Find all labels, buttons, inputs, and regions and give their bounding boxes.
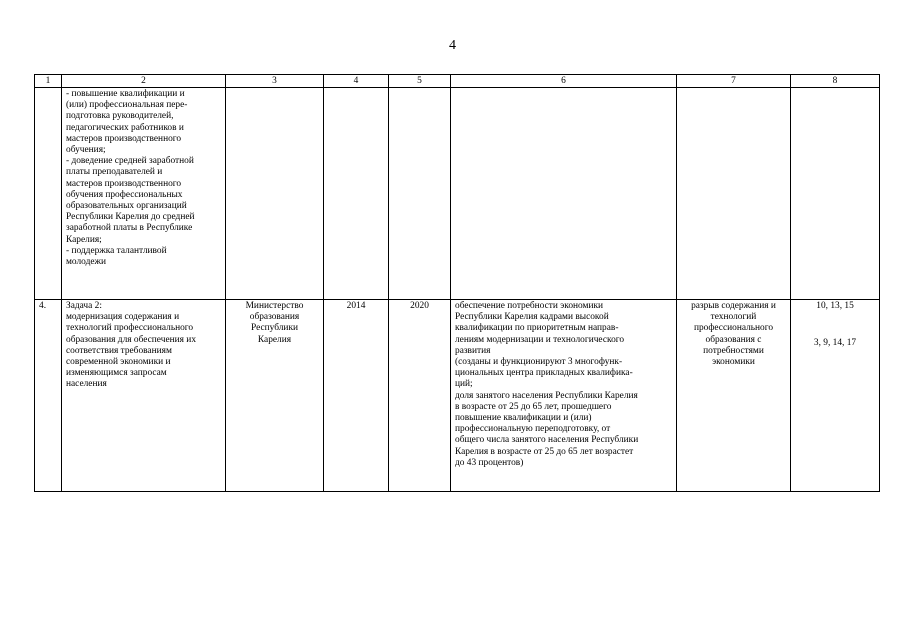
cell-indicators bbox=[791, 88, 880, 300]
header-col-8: 8 bbox=[791, 75, 880, 88]
header-col-3: 3 bbox=[226, 75, 324, 88]
cell-task-description bbox=[62, 300, 226, 492]
indicator-refs-first: 10, 13, 15 bbox=[816, 301, 854, 311]
executor-line: Республики bbox=[250, 323, 299, 334]
result-line: профессиональную переподготовку, от bbox=[455, 424, 611, 435]
activity-line: мастеров производственного bbox=[66, 178, 182, 189]
activity-line: Республики Карелия до средней bbox=[66, 212, 195, 223]
activity-line: образовательных организаций bbox=[66, 201, 187, 212]
header-col-1: 1 bbox=[35, 75, 62, 88]
problem-line: технологий bbox=[710, 312, 757, 323]
task-line: образования для обеспечения их bbox=[66, 334, 197, 345]
cell-expected-result bbox=[451, 300, 677, 492]
result-line: Карелия в возрасте от 25 до 65 лет возрастет bbox=[455, 446, 634, 457]
cell-problem bbox=[677, 300, 791, 492]
cell-indicators bbox=[791, 300, 880, 492]
header-col-6: 6 bbox=[451, 75, 677, 88]
result-line: развития bbox=[455, 345, 491, 356]
cell-number bbox=[35, 88, 62, 300]
cell-executor bbox=[226, 300, 324, 492]
result-line: квалификации по приоритетным направ- bbox=[455, 323, 619, 334]
task-line: технологий профессионального bbox=[66, 323, 194, 334]
activity-line: Карелия; bbox=[66, 234, 102, 245]
result-line: лениям модернизации и технологического bbox=[455, 334, 625, 345]
activity-line: - поддержка талантливой bbox=[66, 245, 167, 256]
result-line: циональных центра прикладных квалифика- bbox=[455, 368, 633, 379]
activity-line: обучения; bbox=[66, 145, 106, 156]
cell-start-year: 2014 bbox=[324, 300, 389, 492]
cell-activities bbox=[62, 88, 226, 300]
header-col-2: 2 bbox=[62, 75, 226, 88]
problem-line: экономики bbox=[712, 357, 755, 368]
cell-number: 4. bbox=[35, 300, 62, 492]
result-line: Республики Карелия кадрами высокой bbox=[455, 312, 609, 323]
result-line: общего числа занятого населения Республики bbox=[455, 435, 639, 446]
cell-expected-result bbox=[451, 88, 677, 300]
result-line: ций; bbox=[455, 379, 473, 390]
executor-line: Министерство bbox=[245, 301, 304, 311]
header-col-4: 4 bbox=[324, 75, 389, 88]
result-line: доля занятого населения Республики Карелия bbox=[455, 390, 638, 401]
task-line: Задача 2: bbox=[66, 301, 102, 311]
activity-line: платы преподавателей и bbox=[66, 167, 163, 178]
executor-line: образования bbox=[249, 312, 300, 323]
header-col-7: 7 bbox=[677, 75, 791, 88]
cell-end-year: 2020 bbox=[389, 300, 451, 492]
problem-line: потребностями bbox=[703, 345, 764, 356]
task-line: изменяющимся запросам bbox=[66, 368, 167, 379]
cell-executor bbox=[226, 88, 324, 300]
result-line: повышение квалификации и (или) bbox=[455, 413, 592, 424]
activity-line: подготовка руководителей, bbox=[66, 111, 174, 122]
activity-line: - повышение квалификации и bbox=[66, 89, 185, 99]
task-line: соответствия требованиям bbox=[66, 345, 172, 356]
task-line: модернизация содержания и bbox=[66, 312, 180, 323]
program-table bbox=[34, 74, 880, 492]
problem-line: образования с bbox=[705, 334, 762, 345]
task-line: современной экономики и bbox=[66, 357, 171, 368]
activity-line: (или) профессиональная пере- bbox=[66, 100, 188, 111]
header-row bbox=[35, 75, 880, 88]
cell-end-year bbox=[389, 88, 451, 300]
activity-line: - доведение средней заработной bbox=[66, 156, 194, 167]
cell-problem bbox=[677, 88, 791, 300]
result-line: до 43 процентов) bbox=[455, 457, 524, 468]
activity-line: мастеров производственного bbox=[66, 133, 182, 144]
activity-line: обучения профессиональных bbox=[66, 189, 183, 200]
header-col-5: 5 bbox=[389, 75, 451, 88]
problem-line: разрыв содержания и bbox=[691, 301, 776, 311]
problem-line: профессионального bbox=[693, 323, 774, 334]
result-line: обеспечение потребности экономики bbox=[455, 301, 604, 311]
activity-line: молодежи bbox=[66, 257, 107, 268]
activity-line: педагогических работников и bbox=[66, 122, 184, 133]
cell-start-year bbox=[324, 88, 389, 300]
page-number: 4 bbox=[449, 38, 456, 53]
task-line: населения bbox=[66, 379, 107, 390]
indicator-refs-second: 3, 9, 14, 17 bbox=[813, 338, 857, 349]
result-line: (созданы и функционируют 3 многофунк- bbox=[455, 357, 623, 368]
result-line: в возрасте от 25 до 65 лет, прошедшего bbox=[455, 401, 612, 412]
executor-line: Карелия bbox=[257, 334, 292, 345]
table-row-task-2 bbox=[35, 300, 880, 492]
activity-line: заработной платы в Республике bbox=[66, 223, 193, 234]
table-row-continuation bbox=[35, 88, 880, 300]
